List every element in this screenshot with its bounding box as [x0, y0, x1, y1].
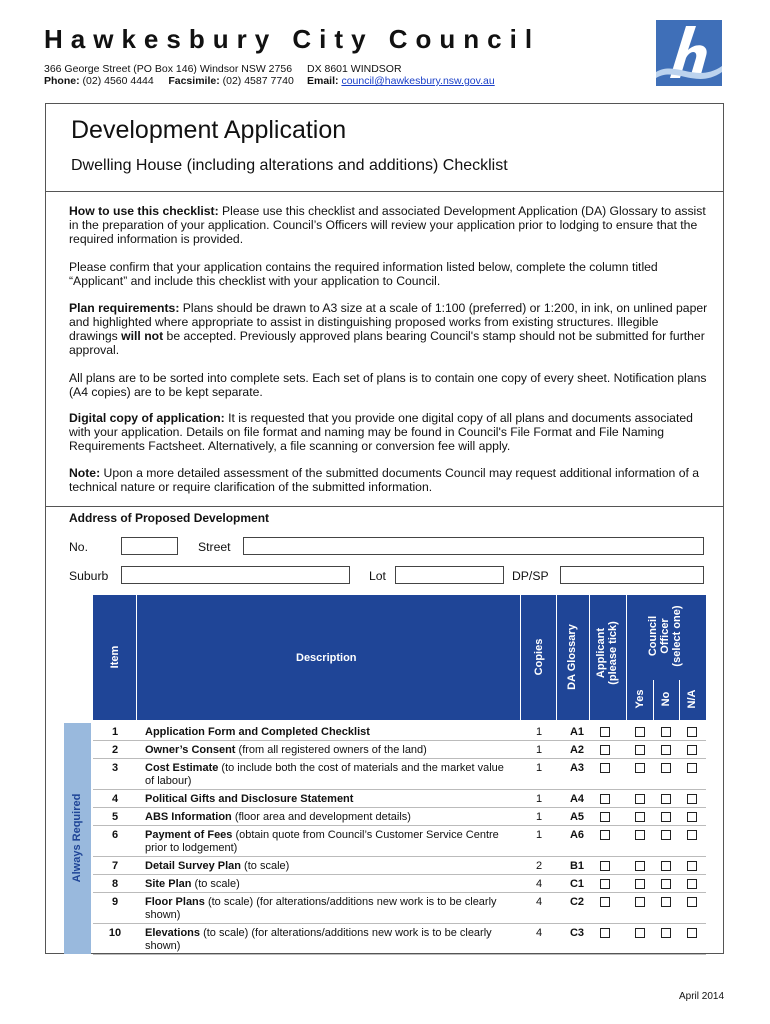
column-divider — [136, 595, 137, 720]
applicant-checkbox[interactable] — [600, 897, 610, 907]
contact-block-right — [307, 63, 495, 87]
item-glossary-ref: A6 — [569, 829, 585, 841]
confirm-text: Please confirm that your application contains the required information listed below, complete the column titled “Applicant” and include this checklist with your application to Council. — [69, 260, 658, 288]
sorting-paragraph — [69, 371, 709, 399]
item-copies: 1 — [535, 829, 543, 841]
applicant-checkbox[interactable] — [600, 928, 610, 938]
header-copies: Copies — [533, 638, 545, 676]
phone-fax-line — [44, 75, 294, 87]
officer-no-checkbox[interactable] — [661, 812, 671, 822]
item-title: Elevations — [145, 927, 201, 939]
item-description — [145, 878, 515, 891]
item-number: 7 — [111, 860, 119, 872]
note-text: Upon a more detailed assessment of the submitted documents Council may request additional information of a technical nature or require clarification of the submitted information. — [69, 466, 700, 494]
item-detail: (obtain quote from Council’s Customer Service Centre prior to lodgement) — [145, 829, 499, 854]
lot-field[interactable] — [395, 566, 504, 584]
item-detail: (to scale) — [191, 878, 240, 890]
column-divider — [626, 595, 627, 720]
item-number: 1 — [111, 726, 119, 738]
sorting-text: All plans are to be sorted into complete sets. Each set of plans is to contain one copy of every sheet. Notification plans (A4 copies) are to be kept separate. — [69, 371, 707, 399]
how-to-text: Please use this checklist and associated Development Application (DA) Glossary to assist in the preparation of your application. Council’s Officers will review your application prior to lodging to ensure that the required information is provided. — [69, 204, 706, 246]
applicant-checkbox[interactable] — [600, 794, 610, 804]
dpsp-label: DP/SP — [512, 569, 549, 583]
applicant-checkbox[interactable] — [600, 812, 610, 822]
item-title: Site Plan — [145, 878, 192, 890]
item-title: Floor Plans — [145, 896, 205, 908]
officer-no-checkbox[interactable] — [661, 763, 671, 773]
officer-yes-checkbox[interactable] — [635, 794, 645, 804]
note-paragraph — [69, 466, 709, 494]
table-row — [93, 759, 706, 790]
item-number: 10 — [108, 927, 122, 939]
divider — [45, 506, 724, 507]
item-description — [145, 762, 515, 788]
officer-na-checkbox[interactable] — [687, 830, 697, 840]
officer-no-checkbox[interactable] — [661, 897, 671, 907]
officer-yes-checkbox[interactable] — [635, 745, 645, 755]
officer-na-checkbox[interactable] — [687, 727, 697, 737]
will-not-emphasis: will not — [121, 329, 164, 343]
footer-date: April 2014 — [679, 991, 725, 1002]
officer-yes-checkbox[interactable] — [635, 861, 645, 871]
street-field[interactable] — [243, 537, 704, 555]
dpsp-field[interactable] — [560, 566, 704, 584]
header-glossary: DA Glossary — [566, 624, 578, 690]
item-glossary-ref: B1 — [569, 860, 585, 872]
officer-na-checkbox[interactable] — [687, 763, 697, 773]
street-label: Street — [198, 540, 231, 554]
header-officer-line1: Council — [647, 615, 659, 657]
officer-no-checkbox[interactable] — [661, 928, 671, 938]
plan-requirements-text: Plans should be drawn to A3 size at a scale of 1:100 (preferred) or 1:200, in ink, on unlined paper and highlighted where appropriate to assist in distinguishing proposed works from existing structures. Illegible drawings — [69, 301, 708, 343]
applicant-checkbox[interactable] — [600, 830, 610, 840]
column-divider — [653, 680, 654, 720]
header-no: No — [660, 691, 672, 707]
address-heading: Address of Proposed Development — [69, 511, 270, 525]
applicant-checkbox[interactable] — [600, 727, 610, 737]
item-title: Cost Estimate — [145, 762, 219, 774]
item-description — [145, 744, 515, 757]
item-detail: (to scale) (for alterations/additions new work is to be clearly shown) — [145, 927, 492, 952]
item-title: ABS Information — [145, 811, 232, 823]
item-glossary-ref: C1 — [569, 878, 585, 890]
item-description — [145, 860, 515, 873]
header-yes: Yes — [634, 689, 646, 709]
table-row — [93, 741, 706, 759]
email-line — [307, 75, 495, 87]
item-detail: (to scale) — [241, 860, 290, 872]
column-divider — [520, 595, 521, 720]
number-field[interactable] — [121, 537, 178, 555]
officer-no-checkbox[interactable] — [661, 879, 671, 889]
item-glossary-ref: A4 — [569, 793, 585, 805]
header-applicant — [595, 621, 619, 685]
phone-label: Phone: — [44, 75, 80, 87]
fax-label: Facsimile: — [168, 75, 220, 87]
item-number: 5 — [111, 811, 119, 823]
council-logo — [656, 20, 722, 86]
header-officer-line2: Officer — [659, 618, 671, 654]
column-divider — [589, 595, 590, 720]
item-detail: (from all registered owners of the land) — [235, 744, 427, 756]
table-row — [93, 826, 706, 857]
officer-no-checkbox[interactable] — [661, 830, 671, 840]
item-detail: (to include both the cost of materials and the market value of labour) — [145, 762, 504, 787]
applicant-checkbox[interactable] — [600, 861, 610, 871]
item-title: Detail Survey Plan — [145, 860, 241, 872]
item-description — [145, 896, 515, 922]
always-required-label: Always Required — [71, 793, 83, 883]
header-council-officer — [647, 605, 683, 666]
officer-no-checkbox[interactable] — [661, 727, 671, 737]
officer-yes-checkbox[interactable] — [635, 928, 645, 938]
officer-no-checkbox[interactable] — [661, 794, 671, 804]
email-link[interactable]: council@hawkesbury.nsw.gov.au — [341, 75, 495, 87]
item-number: 9 — [111, 896, 119, 908]
table-row — [93, 808, 706, 826]
table-row — [93, 924, 706, 955]
officer-na-checkbox[interactable] — [687, 794, 697, 804]
officer-na-checkbox[interactable] — [687, 928, 697, 938]
officer-na-checkbox[interactable] — [687, 745, 697, 755]
page-title: Development Application — [71, 116, 347, 144]
officer-yes-checkbox[interactable] — [635, 897, 645, 907]
item-number: 8 — [111, 878, 119, 890]
officer-yes-checkbox[interactable] — [635, 727, 645, 737]
digital-copy-paragraph — [69, 411, 709, 453]
officer-yes-checkbox[interactable] — [635, 763, 645, 773]
officer-na-checkbox[interactable] — [687, 879, 697, 889]
contact-block-left — [44, 63, 294, 87]
item-description — [145, 811, 515, 824]
item-number: 2 — [111, 744, 119, 756]
number-label: No. — [69, 540, 88, 554]
item-copies: 4 — [535, 878, 543, 890]
how-to-heading: How to use this checklist: — [69, 204, 219, 218]
item-description — [145, 927, 515, 953]
table-row — [93, 723, 706, 741]
item-glossary-ref: C2 — [569, 896, 585, 908]
header-description: Description — [296, 652, 357, 664]
table-row — [93, 893, 706, 924]
header-na: N/A — [686, 689, 698, 709]
fax-number: (02) 4587 7740 — [222, 75, 294, 87]
applicant-checkbox[interactable] — [600, 763, 610, 773]
divider — [45, 191, 724, 192]
plan-requirements-heading: Plan requirements: — [69, 301, 180, 315]
item-title: Owner’s Consent — [145, 744, 236, 756]
officer-no-checkbox[interactable] — [661, 861, 671, 871]
item-glossary-ref: A5 — [569, 811, 585, 823]
note-heading: Note: — [69, 466, 101, 480]
item-number: 6 — [111, 829, 119, 841]
item-detail: (to scale) (for alterations/additions new work is to be clearly shown) — [145, 896, 497, 921]
header-applicant-line1: Applicant — [595, 627, 607, 679]
item-glossary-ref: A2 — [569, 744, 585, 756]
item-number: 4 — [111, 793, 119, 805]
item-copies: 4 — [535, 896, 543, 908]
suburb-field[interactable] — [121, 566, 350, 584]
confirm-paragraph — [69, 260, 709, 288]
suburb-label: Suburb — [69, 569, 109, 583]
item-detail: (floor area and development details) — [231, 811, 411, 823]
phone-number: (02) 4560 4444 — [82, 75, 154, 87]
item-number: 3 — [111, 762, 119, 774]
table-row — [93, 790, 706, 808]
officer-na-checkbox[interactable] — [687, 897, 697, 907]
page-subtitle: Dwelling House (including alterations and additions) Checklist — [71, 157, 508, 174]
item-copies: 2 — [535, 860, 543, 872]
header-item: Item — [109, 645, 121, 669]
plan-requirements-text-2: be accepted. Previously approved plans bearing Council's stamp should not be submitted for further approval. — [69, 329, 705, 357]
plan-requirements-paragraph — [69, 301, 709, 357]
digital-copy-text: It is requested that you provide one digital copy of all plans and documents associated with your application. Details on file format and naming may be found in Council's File Format and File Naming Requirements Factsheet. Alternatively, a file scanning or conversion fee will apply. — [69, 411, 693, 453]
officer-yes-checkbox[interactable] — [635, 812, 645, 822]
applicant-checkbox[interactable] — [600, 879, 610, 889]
item-copies: 1 — [535, 762, 543, 774]
address-line: 366 George Street (PO Box 146) Windsor NSW 2756 — [44, 63, 293, 75]
column-divider — [556, 595, 557, 720]
dx-line: DX 8601 WINDSOR — [307, 63, 402, 75]
table-row — [93, 875, 706, 893]
column-divider — [679, 680, 680, 720]
item-glossary-ref: C3 — [569, 927, 585, 939]
item-copies: 1 — [535, 793, 543, 805]
lot-label: Lot — [369, 569, 386, 583]
council-name: Hawkesbury City Council — [44, 24, 541, 54]
header-officer-line3: (select one) — [671, 605, 683, 667]
item-copies: 1 — [535, 811, 543, 823]
officer-na-checkbox[interactable] — [687, 861, 697, 871]
officer-na-checkbox[interactable] — [687, 812, 697, 822]
email-label: Email: — [307, 75, 339, 87]
item-title: Payment of Fees — [145, 829, 233, 841]
applicant-checkbox[interactable] — [600, 745, 610, 755]
header-applicant-line2: (please tick) — [607, 621, 619, 685]
item-glossary-ref: A1 — [569, 726, 585, 738]
item-description — [145, 793, 515, 806]
digital-copy-heading: Digital copy of application: — [69, 411, 225, 425]
how-to-paragraph — [69, 204, 709, 246]
table-row — [93, 857, 706, 875]
item-description — [145, 726, 515, 739]
item-description — [145, 829, 515, 855]
officer-yes-checkbox[interactable] — [635, 879, 645, 889]
item-copies: 1 — [535, 726, 543, 738]
officer-yes-checkbox[interactable] — [635, 830, 645, 840]
item-title: Application Form and Completed Checklist — [145, 726, 370, 738]
item-title: Political Gifts and Disclosure Statement — [145, 793, 354, 805]
officer-no-checkbox[interactable] — [661, 745, 671, 755]
item-copies: 4 — [535, 927, 543, 939]
item-copies: 1 — [535, 744, 543, 756]
council-logo-mark — [656, 20, 722, 86]
item-glossary-ref: A3 — [569, 762, 585, 774]
